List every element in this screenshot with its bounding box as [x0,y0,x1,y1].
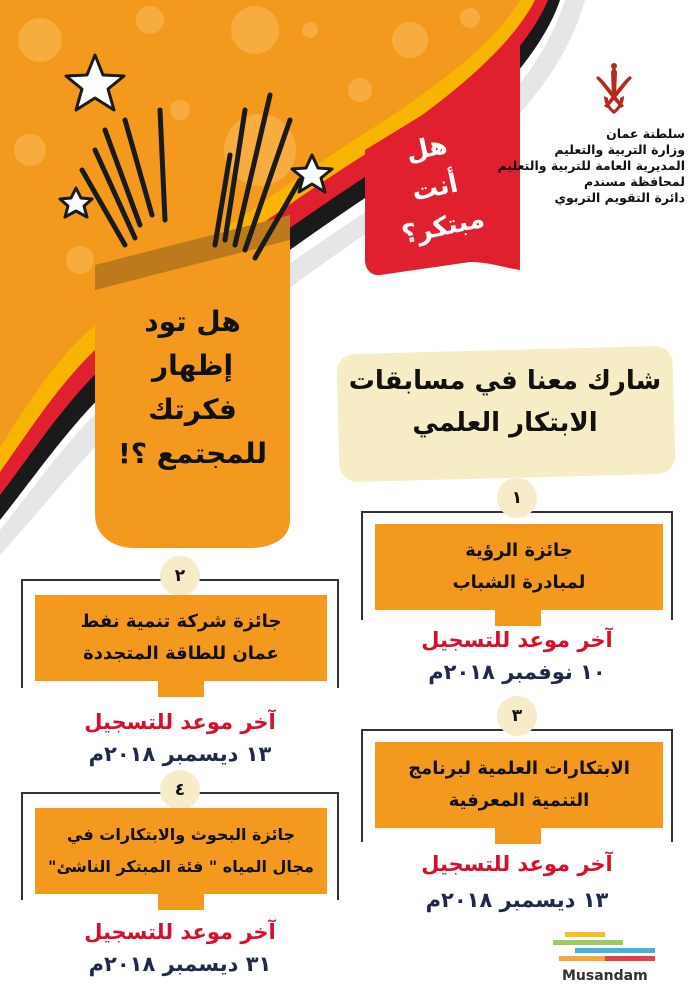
prize-1-title-line-1: جائزة الرؤية [465,540,573,561]
prize-3-box [375,742,663,828]
prize-4-title-line-2: مجال المياه " فئة المبتكر الناشئ" [48,857,314,876]
prize-1-box [375,524,663,610]
prize-1-deadline-label: آخر موعد للتسجيل [421,628,613,652]
prize-3-title-line-1: الابتكارات العلمية لبرنامج [408,758,630,779]
prize-3-deadline-date: ١٣ ديسمبر ٢٠١٨م [425,888,609,912]
prize-2-number: ٢ [160,556,200,596]
headline-line-1: شارك معنا في مسابقات [348,366,662,396]
prize-3-title-line-2: التنمية المعرفية [448,790,590,811]
idea-line-4: للمجتمع ؟! [118,437,267,470]
ministry-line-department: دائرة التقويم التربوي [554,190,685,205]
prize-1-number: ١ [497,478,537,518]
ministry-line-country: سلطنة عمان [606,126,685,141]
prize-1-title-line-2: لمبادرة الشباب [452,572,586,593]
innovator-line-2: أنت [409,168,461,208]
ministry-line-ministry: وزارة التربية والتعليم [554,142,685,157]
prize-2-title-line-1: جائزة شركة تنمية نفط [80,611,282,632]
prize-3-number: ٣ [497,696,537,736]
headline-line-2: الابتكار العلمي [412,408,598,438]
ministry-header [497,62,685,206]
innovator-question [364,117,506,259]
prize-4-deadline-date: ٣١ ديسمبر ٢٠١٨م [88,952,272,976]
prize-2-deadline-date: ١٣ ديسمبر ٢٠١٨م [88,742,272,766]
prize-4-tab [158,892,204,910]
prize-2-tab [158,679,204,697]
idea-line-2: إظهار [151,349,234,382]
idea-question [100,300,285,476]
innovator-line-1: هل [403,129,450,168]
prize-2-deadline-label: آخر موعد للتسجيل [84,710,276,734]
prize-1-deadline-date: ١٠ نوفمبر ٢٠١٨م [428,660,606,684]
prize-4-title-line-1: جائزة البحوث والابتكارات في [67,825,295,844]
ministry-line-directorate: المديرية العامة للتربية والتعليم [497,158,685,173]
prize-2-title-line-2: عمان للطاقة المتجددة [83,643,279,664]
musandam-watermark-text: Musandam [562,968,648,984]
idea-line-1: هل تود [144,305,241,338]
prize-4-number: ٤ [160,770,200,810]
prize-4-deadline-label: آخر موعد للتسجيل [84,920,276,944]
prize-4-box [35,808,327,894]
ministry-line-governorate: لمحافظة مسندم [583,174,685,189]
prize-3-tab [495,826,541,844]
innovator-line-3: مبتكر؟ [399,203,488,251]
headline [345,360,665,444]
prize-3-deadline-label: آخر موعد للتسجيل [421,852,613,876]
prize-2-box [35,595,327,681]
prize-1-tab [495,608,541,626]
idea-line-3: فكرتك [148,393,237,426]
